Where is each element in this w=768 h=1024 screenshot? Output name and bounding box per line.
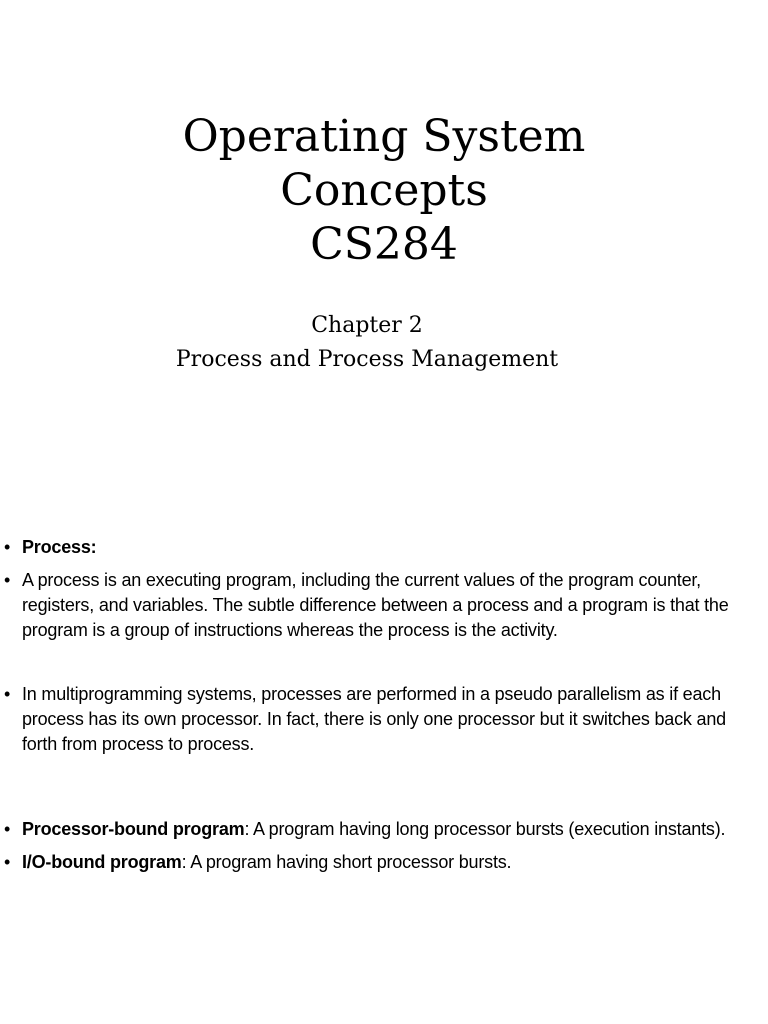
bullet-list bbox=[4, 535, 764, 875]
bullet-marker: • bbox=[4, 819, 11, 839]
bullet-process-heading bbox=[4, 535, 764, 560]
bullet-multiprogramming bbox=[4, 682, 764, 757]
processor-bound-description: : A program having long processor bursts (execution instants). bbox=[244, 819, 726, 839]
slide-title bbox=[0, 110, 768, 272]
multiprogramming-text: In multiprogramming systems, processes are performed in a pseudo parallelism as if each process has its own processor. In fact, there is only one processor but it switches back and forth from process to process. bbox=[22, 684, 726, 754]
process-definition-text: A process is an executing program, including the current values of the program counter, registers, and variables. The subtle difference between a process and a program is that the program is a group of instructions whereas the process is the activity. bbox=[22, 570, 729, 640]
bullet-processor-bound bbox=[4, 817, 764, 842]
bullet-io-bound bbox=[4, 850, 764, 875]
bullet-marker: • bbox=[4, 570, 11, 590]
title-line-3: CS284 bbox=[310, 219, 458, 270]
title-line-2: Concepts bbox=[280, 165, 488, 216]
bullet-marker: • bbox=[4, 684, 11, 704]
chapter-topic: Process and Process Management bbox=[175, 347, 559, 372]
chapter-label: Chapter 2 bbox=[311, 313, 423, 338]
bullet-process-definition bbox=[4, 568, 764, 643]
process-heading: Process: bbox=[22, 537, 97, 557]
bullet-marker: • bbox=[4, 852, 11, 872]
bullet-marker: • bbox=[4, 537, 11, 557]
io-bound-description: : A program having short processor bursts. bbox=[181, 852, 512, 872]
processor-bound-term: Processor-bound program bbox=[22, 819, 245, 839]
title-line-1: Operating System bbox=[182, 111, 586, 162]
slide-subtitle bbox=[0, 309, 734, 377]
io-bound-term: I/O-bound program bbox=[22, 852, 182, 872]
